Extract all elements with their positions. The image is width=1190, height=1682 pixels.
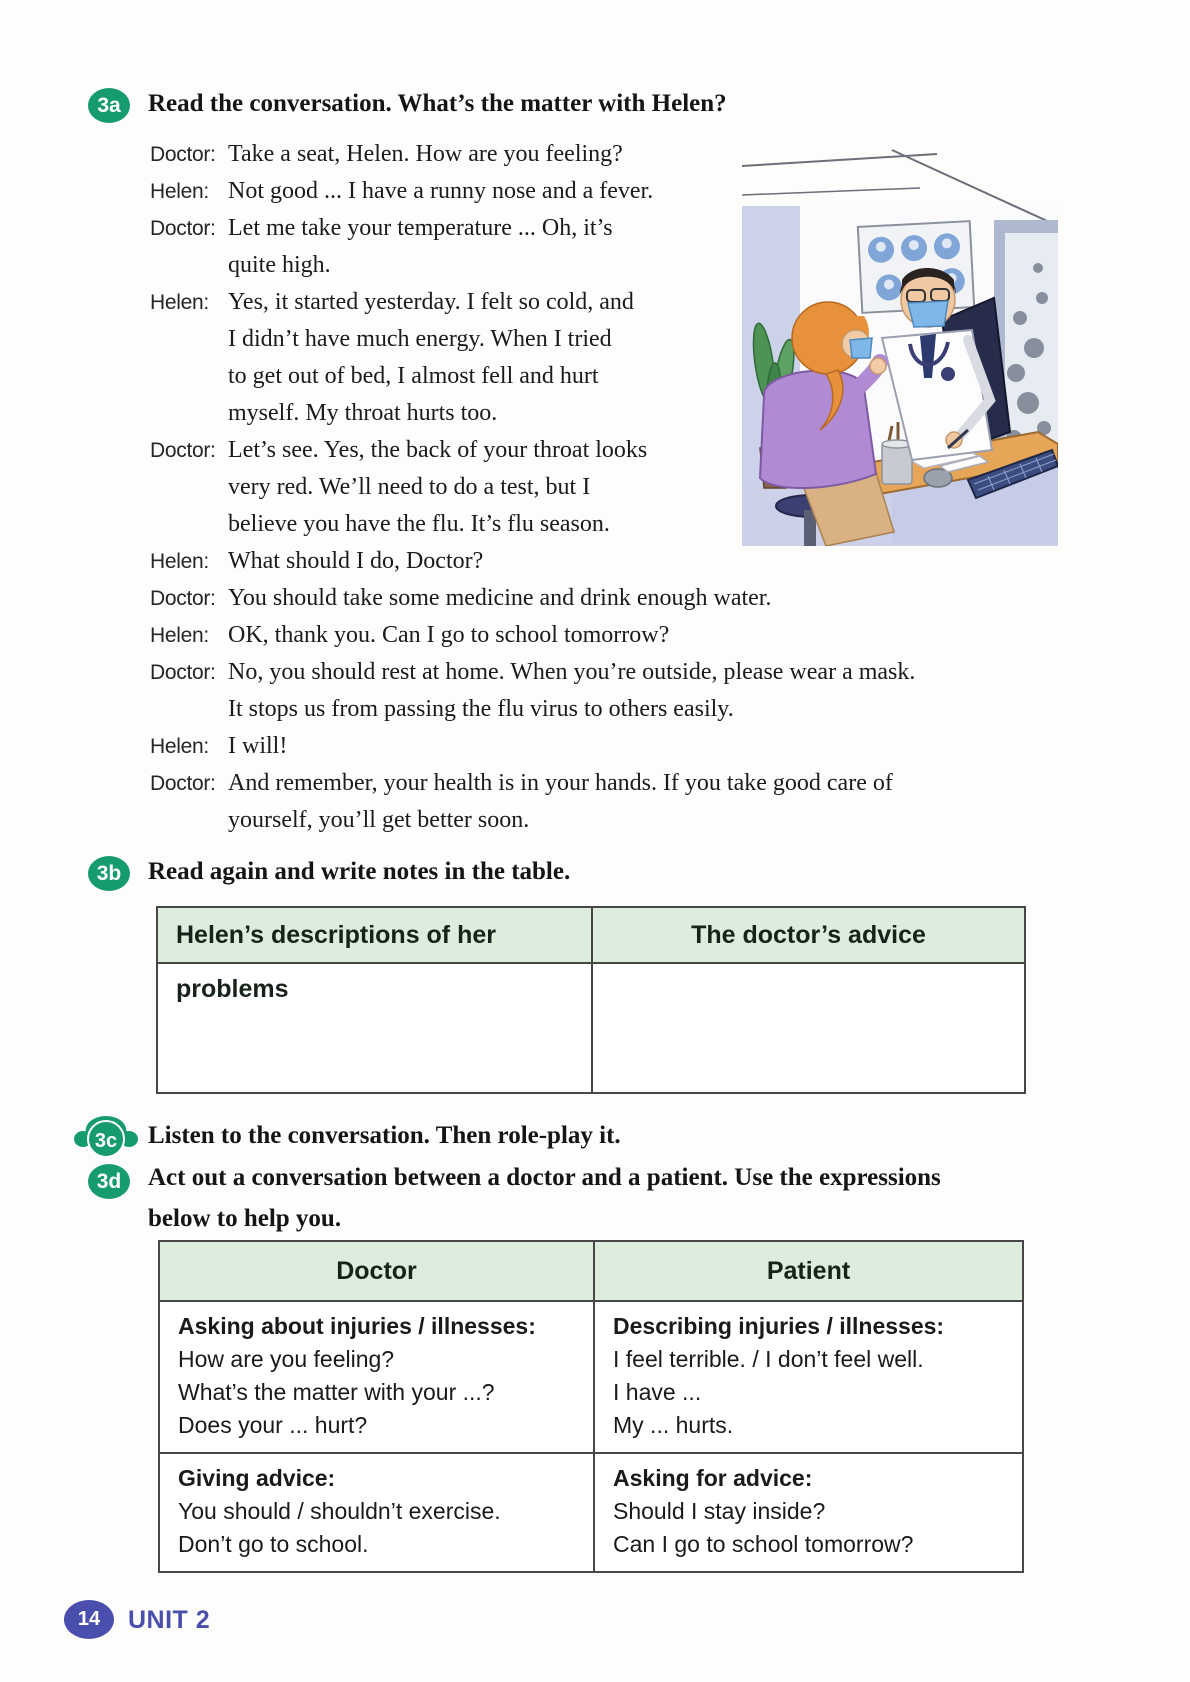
speaker-label: Helen: (150, 291, 209, 314)
expression-item: Should I stay inside? (613, 1498, 826, 1524)
notes-cell-problems (158, 964, 593, 1092)
speaker-label: Doctor: (150, 143, 216, 166)
listening-headphones-icon (74, 1110, 138, 1160)
dialogue-line (150, 728, 1140, 765)
dialogue-line (150, 580, 1140, 617)
speaker-label (150, 469, 228, 506)
dialogue-line (150, 691, 1140, 728)
patient-describing-cell (595, 1302, 1022, 1452)
expression-item: Don’t go to school. (178, 1531, 369, 1557)
section-3b-title: Read again and write notes in the table. (148, 858, 571, 885)
doctor-office-illustration (742, 148, 1058, 546)
dialogue-text: myself. My throat hurts too. (228, 400, 498, 426)
doctor-advice-title: Giving advice: (178, 1465, 336, 1491)
dialogue-text: OK, thank you. Can I go to school tomorrow? (228, 622, 670, 648)
notes-cell-advice (593, 964, 1024, 1092)
speaker-label: Helen: (150, 550, 209, 573)
dialogue-text: very red. We’ll need to do a test, but I (228, 474, 591, 500)
speaker-label (150, 691, 228, 728)
dialogue-text: believe you have the flu. It’s flu season. (228, 511, 610, 537)
notes-table-body-row (158, 964, 1024, 1092)
doctor-asking-cell (160, 1302, 595, 1452)
dialogue-text: No, you should rest at home. When you’re outside, please wear a mask. (228, 659, 916, 685)
speaker-label: Doctor: (150, 439, 216, 462)
dialogue-text: quite high. (228, 252, 331, 278)
doctor-advice-items (178, 1495, 579, 1561)
expressions-table (158, 1240, 1024, 1573)
section-3d-title-line2: below to help you. (148, 1205, 342, 1232)
dialogue-text: I didn’t have much energy. When I tried (228, 326, 612, 352)
dialogue-text: It stops us from passing the flu virus to others easily. (228, 696, 734, 722)
section-3a-badge: 3a (88, 88, 130, 123)
expressions-header-patient: Patient (766, 1257, 851, 1285)
expressions-row-2 (160, 1454, 1022, 1571)
patient-describing-title: Describing injuries / illnesses: (613, 1313, 945, 1339)
section-3d-badge: 3d (88, 1164, 130, 1199)
notes-table-header-advice: The doctor’s advice (691, 921, 926, 949)
expression-item: My ... hurts. (613, 1412, 734, 1438)
notes-table (156, 906, 1026, 1094)
page-number-badge: 14 (64, 1600, 114, 1639)
speaker-label (150, 321, 228, 358)
speaker-label (150, 247, 228, 284)
expressions-row-1 (160, 1302, 1022, 1454)
expression-item: How are you feeling? (178, 1346, 395, 1372)
dialogue-line (150, 617, 1140, 654)
speaker-label: Doctor: (150, 217, 216, 240)
dialogue-text: Yes, it started yesterday. I felt so cold, and (228, 289, 634, 315)
section-3a-title: Read the conversation. What’s the matter with Helen? (148, 90, 727, 117)
dialogue-text: And remember, your health is in your hands. If you take good care of (228, 770, 893, 796)
dialogue-line (150, 765, 1140, 802)
patient-describing-items (613, 1343, 1008, 1442)
doctor-asking-title: Asking about injuries / illnesses: (178, 1313, 536, 1339)
expressions-table-header-row (160, 1242, 1022, 1302)
dialogue-text: You should take some medicine and drink enough water. (228, 585, 772, 611)
dialogue-text: What should I do, Doctor? (228, 548, 484, 574)
dialogue-line (150, 543, 1140, 580)
patient-asking-advice-items (613, 1495, 1008, 1561)
dialogue-line (150, 654, 1140, 691)
speaker-label: Helen: (150, 735, 209, 758)
notes-table-header-row (158, 908, 1024, 1003)
speaker-label (150, 802, 228, 839)
speaker-label (150, 506, 228, 543)
dialogue-text: to get out of bed, I almost fell and hurt (228, 363, 599, 389)
expression-item: What’s the matter with your ...? (178, 1379, 495, 1405)
dialogue-text: Take a seat, Helen. How are you feeling? (228, 141, 623, 167)
speaker-label (150, 395, 228, 432)
doctor-advice-cell (160, 1454, 595, 1571)
dialogue-text: Let’s see. Yes, the back of your throat looks (228, 437, 648, 463)
patient-asking-advice-title: Asking for advice: (613, 1465, 813, 1491)
dialogue-text: I will! (228, 733, 288, 759)
dialogue-text: Let me take your temperature ... Oh, it’s (228, 215, 613, 241)
expression-item: Does your ... hurt? (178, 1412, 368, 1438)
dialogue-line (150, 802, 1140, 839)
section-3d-title-line1: Act out a conversation between a doctor and a patient. Use the expressions (148, 1164, 941, 1191)
expression-item: Can I go to school tomorrow? (613, 1531, 914, 1557)
speaker-label: Doctor: (150, 772, 216, 795)
svg-text:3c: 3c (94, 1130, 118, 1152)
section-3c-title: Listen to the conversation. Then role-play it. (148, 1122, 621, 1149)
expression-item: I have ... (613, 1379, 702, 1405)
notes-table-header-problems: Helen’s descriptions of her problems (158, 908, 593, 1016)
patient-asking-advice-cell (595, 1454, 1022, 1571)
speaker-label: Doctor: (150, 587, 216, 610)
dialogue-text: yourself, you’ll get better soon. (228, 807, 530, 833)
expression-item: I feel terrible. / I don’t feel well. (613, 1346, 924, 1372)
speaker-label: Doctor: (150, 661, 216, 684)
unit-label: UNIT 2 (128, 1606, 211, 1634)
section-3b-badge: 3b (88, 856, 130, 891)
dialogue-text: Not good ... I have a runny nose and a fever. (228, 178, 654, 204)
expression-item: You should / shouldn’t exercise. (178, 1498, 501, 1524)
speaker-label: Helen: (150, 180, 209, 203)
speaker-label (150, 358, 228, 395)
expressions-header-doctor: Doctor (160, 1242, 595, 1300)
speaker-label: Helen: (150, 624, 209, 647)
doctor-asking-items (178, 1343, 579, 1442)
